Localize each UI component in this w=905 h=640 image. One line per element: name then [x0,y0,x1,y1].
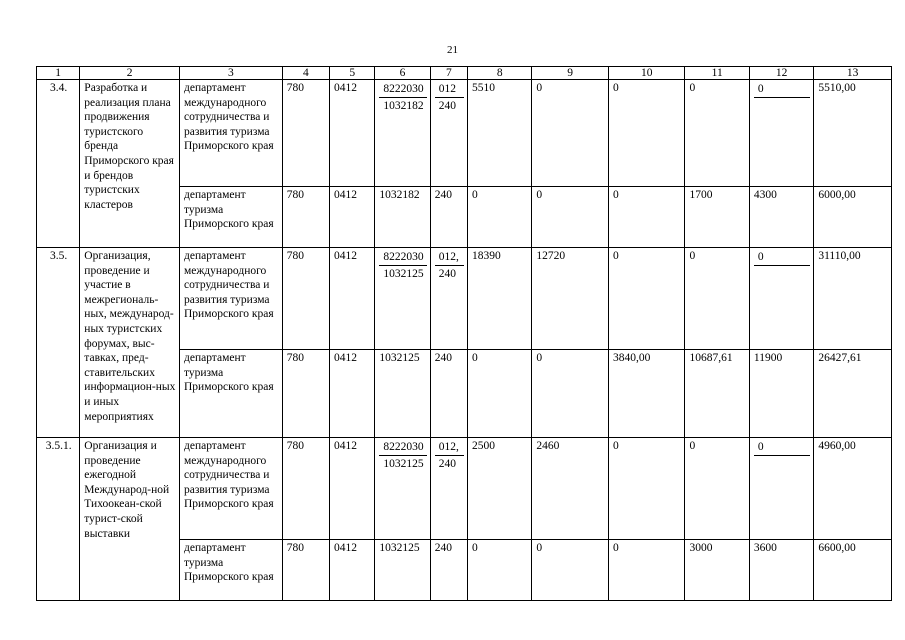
cell-col11: 0 [685,438,749,540]
cell-col10: 0 [608,80,685,187]
cell-col9: 0 [532,80,609,187]
code-line: 1032182 [383,99,424,112]
cell-col8: 2500 [467,438,531,540]
cell-col4: 780 [282,438,329,540]
cell-col11: 3000 [685,540,749,601]
cell-col4: 780 [282,350,329,438]
cell-col13: 26427,61 [814,350,892,438]
column-header: 7 [430,67,467,80]
code-line: 8222030 [379,81,426,98]
cell-col11: 10687,61 [685,350,749,438]
cell-col7: 240 [430,540,467,601]
table-header [37,67,892,80]
cell-col5: 0412 [330,187,375,248]
cell-col11: 1700 [685,187,749,248]
department: департамент туризма Приморского края [179,350,282,438]
value-line: 0 [754,249,810,266]
cell-col7 [430,248,467,350]
cell-col13: 5510,00 [814,80,892,187]
cell-col6: 1032125 [375,350,430,438]
code-line: 012, [435,439,464,456]
cell-col5: 0412 [330,350,375,438]
column-header: 9 [532,67,609,80]
cell-col10: 3840,00 [608,350,685,438]
cell-col8: 0 [467,187,531,248]
column-header: 8 [467,67,531,80]
cell-col13: 31110,00 [814,248,892,350]
cell-col5: 0412 [330,80,375,187]
item-number: 3.5.1. [37,438,80,601]
cell-col8: 0 [467,350,531,438]
department: департамент международного сотрудничества и развития туризма Приморского края [179,80,282,187]
column-header: 6 [375,67,430,80]
cell-col11: 0 [685,80,749,187]
cell-col7: 240 [430,350,467,438]
table-row [37,438,892,540]
cell-col12: 3600 [749,540,813,601]
column-header: 4 [282,67,329,80]
table-row [37,80,892,187]
cell-col12: 11900 [749,350,813,438]
cell-col9: 2460 [532,438,609,540]
page-number: 21 [447,44,458,56]
department: департамент международного сотрудничества и развития туризма Приморского края [179,248,282,350]
code-line: 240 [438,267,456,280]
cell-col12 [749,80,813,187]
code-line: 8222030 [379,249,426,266]
cell-col6 [375,248,430,350]
cell-col9: 0 [532,350,609,438]
cell-col5: 0412 [330,438,375,540]
cell-col4: 780 [282,187,329,248]
cell-col6: 1032182 [375,187,430,248]
column-header: 10 [608,67,685,80]
code-line: 1032125 [383,267,424,280]
column-header: 11 [685,67,749,80]
cell-col6 [375,80,430,187]
cell-col13: 6600,00 [814,540,892,601]
department: департамент туризма Приморского края [179,540,282,601]
cell-col9: 12720 [532,248,609,350]
cell-col4: 780 [282,248,329,350]
code-line: 240 [438,99,456,112]
cell-col10: 0 [608,540,685,601]
cell-col11: 0 [685,248,749,350]
cell-col8: 5510 [467,80,531,187]
item-description: Организация и проведение ежегодной Международ-ной Тихоокеан-ской турист-ской выставки [80,438,180,601]
column-header: 5 [330,67,375,80]
value-line: 0 [754,81,810,98]
cell-col13: 4960,00 [814,438,892,540]
cell-col5: 0412 [330,248,375,350]
cell-col9: 0 [532,187,609,248]
cell-col12 [749,248,813,350]
cell-col10: 0 [608,438,685,540]
cell-col6: 1032125 [375,540,430,601]
code-line: 8222030 [379,439,426,456]
department: департамент международного сотрудничества и развития туризма Приморского края [179,438,282,540]
cell-col8: 18390 [467,248,531,350]
item-number: 3.5. [37,248,80,438]
column-header: 3 [179,67,282,80]
cell-col5: 0412 [330,540,375,601]
value-line: 0 [754,439,810,456]
code-line: 012 [435,81,464,98]
cell-col8: 0 [467,540,531,601]
cell-col7 [430,438,467,540]
cell-col6 [375,438,430,540]
column-header: 13 [814,67,892,80]
item-description: Организация, проведение и участие в межрегиональ-ных, международ-ных туристских форумах, выс-тавках, пред-ставительских информацион-ных и иных мероприятиях [80,248,180,438]
cell-col12: 4300 [749,187,813,248]
cell-col9: 0 [532,540,609,601]
code-line: 012, [435,249,464,266]
cell-col10: 0 [608,248,685,350]
cell-col4: 780 [282,80,329,187]
column-header: 2 [80,67,180,80]
code-line: 1032125 [383,457,424,470]
cell-col12 [749,438,813,540]
code-line: 240 [438,457,456,470]
cell-col13: 6000,00 [814,187,892,248]
table-row [37,248,892,350]
cell-col7 [430,80,467,187]
cell-col4: 780 [282,540,329,601]
program-table [36,66,892,601]
department: департамент туризма Приморского края [179,187,282,248]
item-description: Разработка и реализация плана продвижения туристского бренда Приморского края и брендов туристских кластеров [80,80,180,248]
item-number: 3.4. [37,80,80,248]
column-header: 12 [749,67,813,80]
column-header: 1 [37,67,80,80]
cell-col7: 240 [430,187,467,248]
cell-col10: 0 [608,187,685,248]
